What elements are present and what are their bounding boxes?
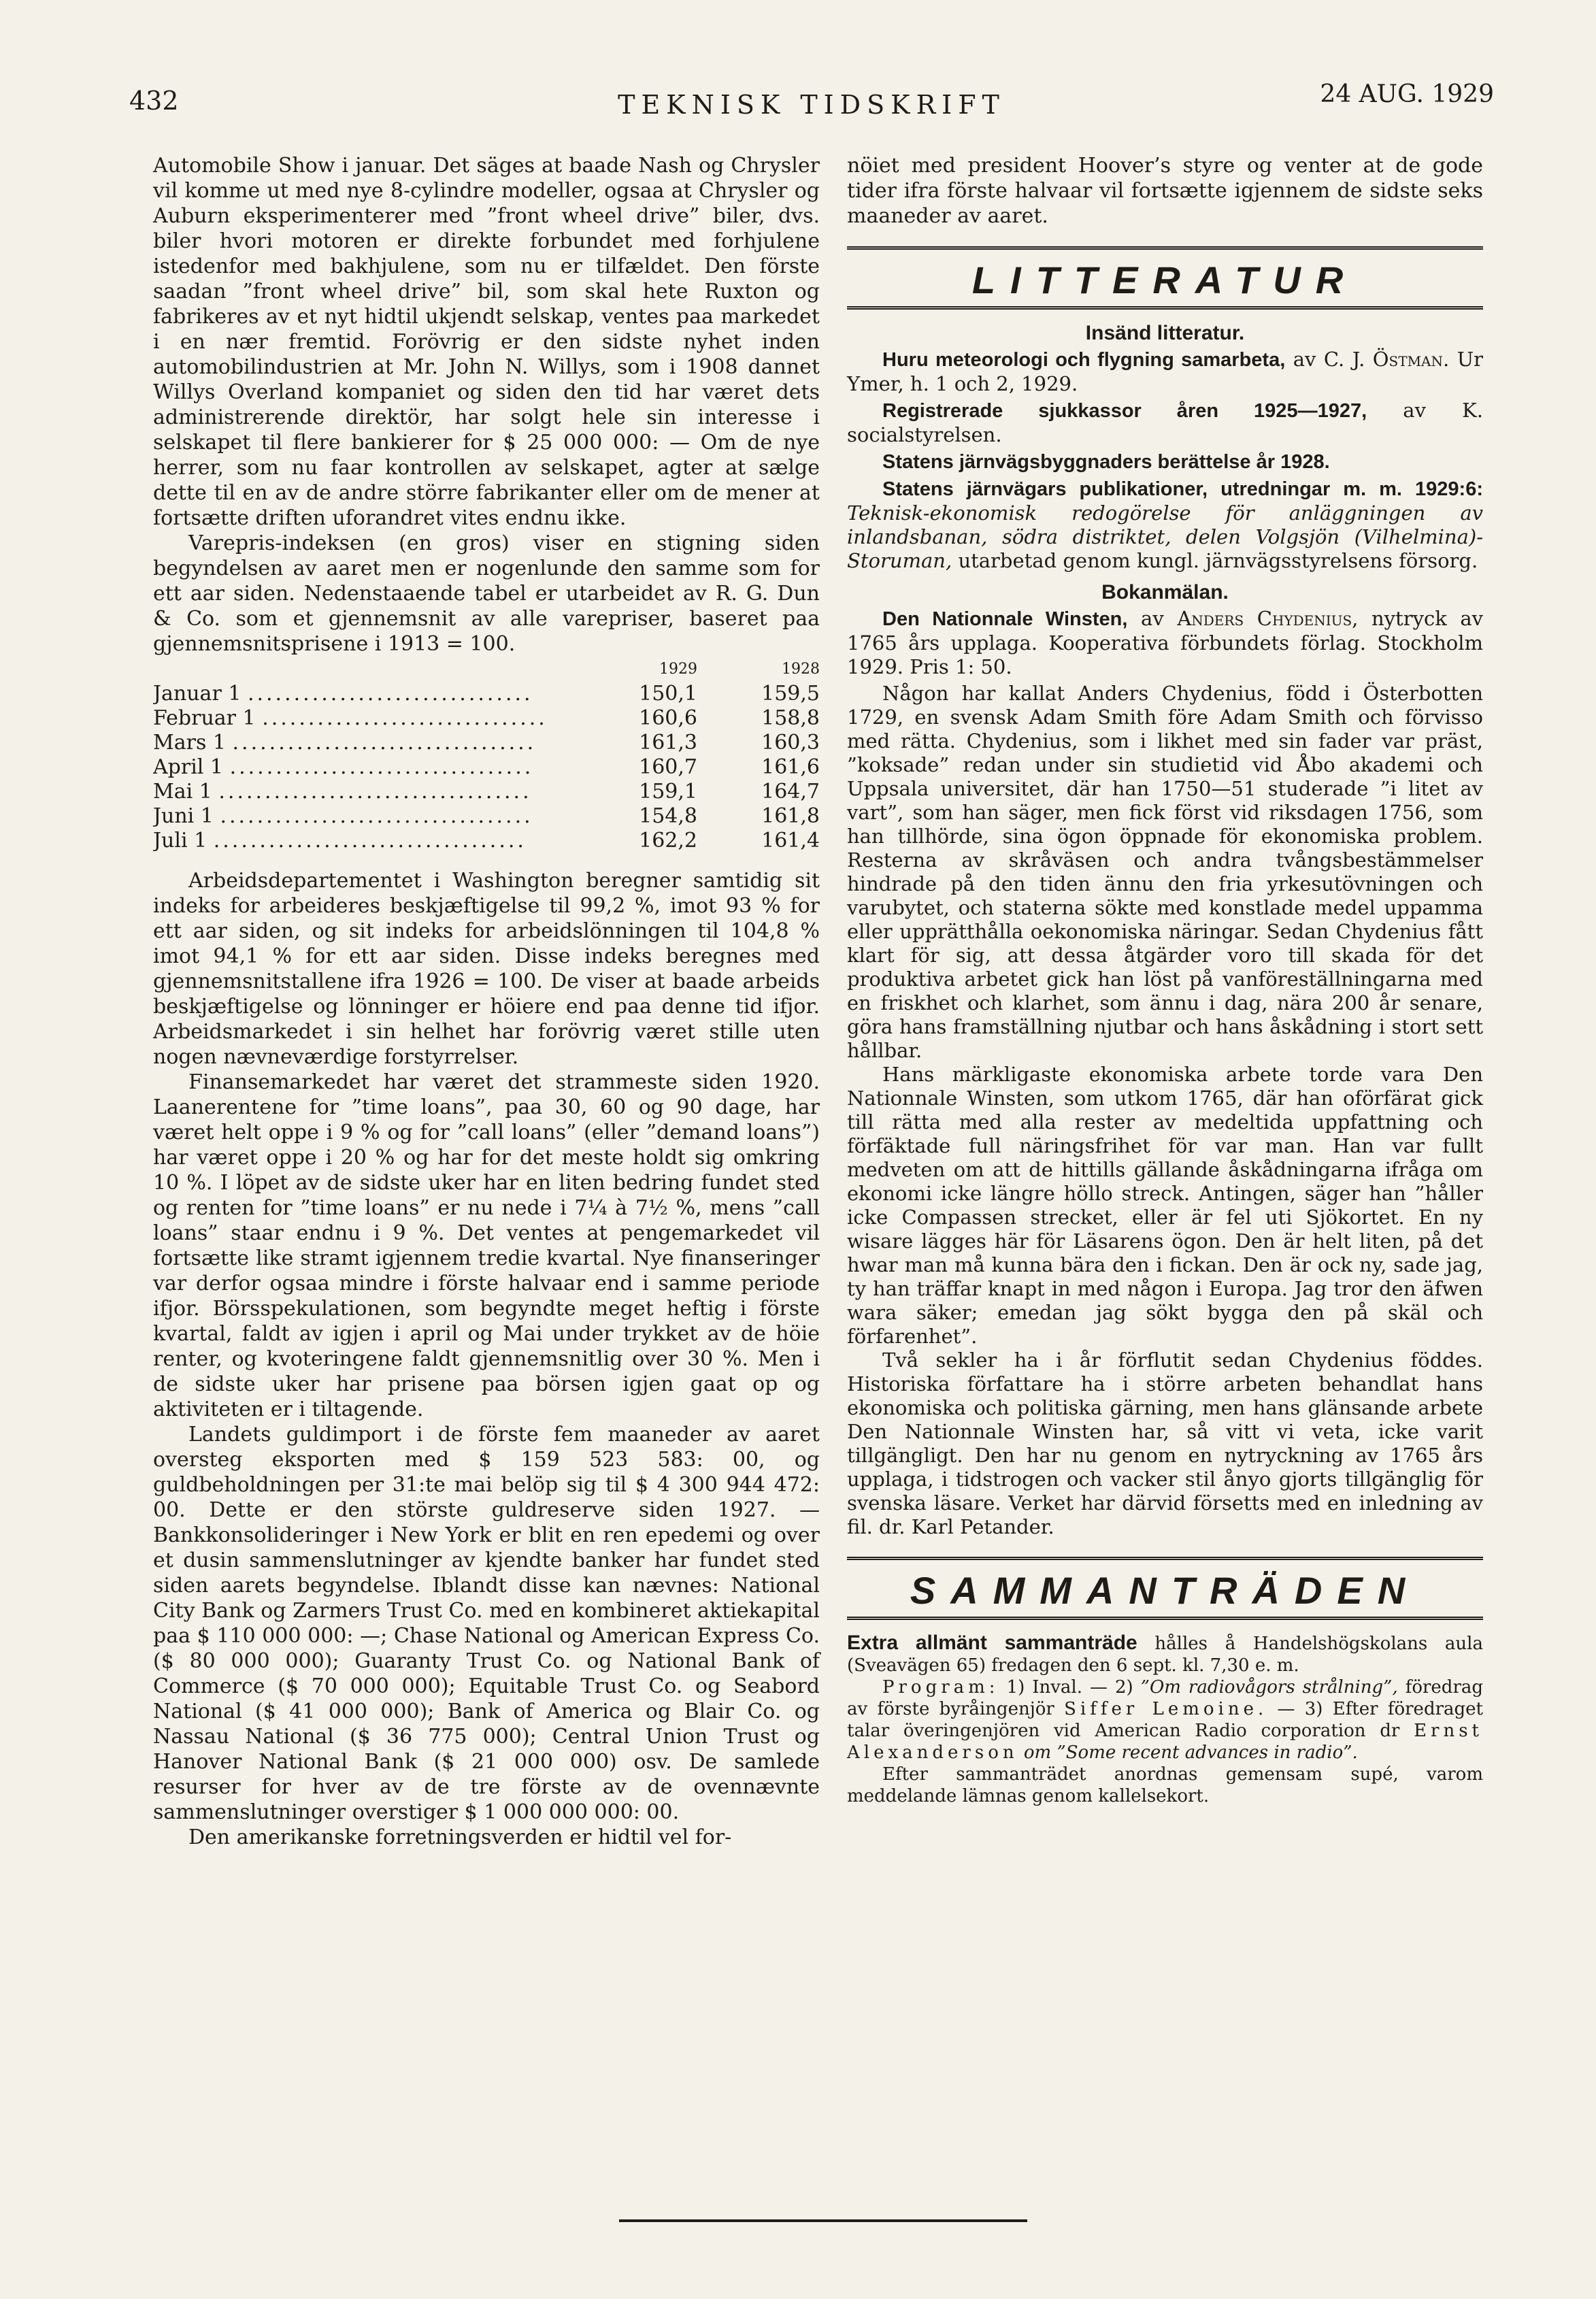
meeting-notice: [847, 1632, 1483, 1807]
program-talk-title: ”Om radiovågors strålning”,: [1140, 1677, 1398, 1698]
program-speaker: Siffer Lemoine.: [1064, 1699, 1268, 1719]
table-row: Mars 1 ................................. 161,3 160,3: [153, 731, 820, 755]
price-index-table: [153, 661, 820, 853]
column-header-1928: 1928: [782, 661, 820, 678]
review-paragraph: Någon har kallat Anders Chydenius, född i Österbotten 1729, en svensk Adam Smith före Adam Smith och förvisso med rätta. Chydenius, som i likhet med sin fader var präst, ”koksade” redan under sin studietid vid Åbo akademi och Uppsala universitet, där han 1750—51 studerade ”i litet av vart”, som han säger, men fick först vid riksdagen 1756, som han tillhörde, sina ögon öppnade för ekonomiska problem. Resterna av skråväsen och andra tvångsbestämmelser hindrade på den tiden ännu den fria yrkesutövningen och varubytet, och staterna sökte med konstlade medel uppamma eller upprätthålla oekonomiska näringar. Sedan Chydenius fått klart för sig, att dessa åtgärder voro till skada för det produktiva arbetet gick han löst på vanföreställningarna med en friskhet och klarhet, som ännu i dag, nära 200 år senare, göra hans framställning njutbar och hans åskådning i stort sett hållbar.: [847, 682, 1483, 1062]
literature-entry: [847, 399, 1483, 447]
table-row: Juni 1 .................................. 154,8 161,8: [153, 804, 820, 828]
program-text: — 3) Efter föredraget talar överingenjören vid American Radio corporation dr: [847, 1699, 1483, 1741]
program-text: föredrag av förste byråingenjör: [847, 1677, 1484, 1719]
month-cell: Mars 1: [153, 731, 226, 755]
meeting-intro: hålles å Handelshögskolans aula (Sveavägen 65) fredagen den 6 sept. kl. 7,30 e. m.: [847, 1634, 1483, 1676]
entry-author: Östman.: [1372, 348, 1450, 371]
issue-date: 24 AUG. 1929: [1320, 80, 1494, 108]
article-continuation: nöiet med president Hoover’s styre og venter at de gode tider ifra förste halvaar vil fortsætte igjennem de sidste seks maaneder av aaret.: [847, 154, 1483, 228]
meeting-program: [847, 1676, 1483, 1764]
month-cell: Juni 1: [153, 804, 214, 828]
litteratur-heading: LITTERATUR: [971, 259, 1359, 301]
entry-title: Statens järnvägsbyggnaders berättelse år 1928.: [882, 451, 1330, 473]
column-header-1929: 1929: [659, 661, 697, 678]
review-paragraph: Två sekler ha i år förflutit sedan Chydenius föddes. Historiska författare ha i större arbeten behandlat hans ekonomiska och politiska gärning, men hans glänsande arbete Den Nationnale Winsten har, så vitt vi veta, icke varit tillgängligt. Den har nu genom en nytryckning av 1765 års upplaga, i tidstrogen och vacker stil ånyo gjorts tillgänglig för svenska läsare. Verket har därvid försetts med en inledning av fil. dr. Karl Petander.: [847, 1349, 1483, 1538]
article-paragraph: Den amerikanske forretningsverden er hidtil vel for-: [188, 1825, 732, 1849]
entry-source: Ur Ymer, h. 1 och 2, 1929.: [847, 348, 1484, 395]
litteratur-section: [847, 322, 1483, 1539]
value-cell: 161,6: [761, 755, 820, 779]
article-paragraph: Landets guldimport i de förste fem maaneder av aaret oversteg eksporten med $ 159 523 583: 00, og guldbeholdningen per 31:te mai belöp sig til $ 4 300 944 472: 00. Dette er den störste guldreserve siden 1927. — Bankkonsolideringer i New York er blit en ren epedemi og over et dusin sammenslutninger av kjendte banker har fundet sted siden aarets begyndelse. Iblandt disse kan nævnes: National City Bank og Zarmers Trust Co. med en kombineret aktiekapital paa $ 110 000 000: —; Chase National og American Express Co. ($ 80 000 000); Guaranty Trust Co. og National Bank of Commerce ($ 70 000 000); Equitable Trust Co. og Seabord National ($ 41 000 000); Bank of America og Blair Co. og Nassau National ($ 36 775 000); Central Union Trust og Hanover National Bank ($ 21 000 000) osv. De samlede resurser for hver av de tre förste av de ovennævnte sammenslutninger overstiger $ 1 000 000 000: 00.: [153, 1423, 820, 1824]
article-paragraph: Varepris-indeksen (en gros) viser en stigning siden begyndelsen av aaret men er nogenlunde den samme som for ett aar siden. Nedenstaaende tabel er utarbeidet av R. G. Dun & Co. som et gjennemsnit av alle varepriser, baseret paa gjennemsnitsprisene i 1913 = 100.: [153, 531, 820, 656]
literature-entry: [847, 348, 1483, 396]
month-cell: April 1: [153, 755, 224, 779]
book-entry: [847, 607, 1483, 679]
value-cell: 150,1: [639, 682, 697, 706]
entry-author-prefix: av C. J.: [1293, 348, 1365, 371]
meeting-title: Extra allmänt sammanträde: [847, 1632, 1137, 1654]
entry-italic-title: Teknisk-ekonomisk redogörelse för anläggningen av inlandsbanan, södra distriktet, delen Volgsjön (Vilhelmina)-Storuman,: [847, 501, 1483, 572]
book-details: nytryck av 1765 års upplaga. Kooperativa förbundets förlag. Stockholm 1929. Pris 1: 50.: [847, 607, 1484, 678]
value-cell: 160,6: [639, 706, 697, 730]
month-cell: Februar 1: [153, 706, 256, 730]
table-row: Februar 1 ............................... 160,6 158,8: [153, 706, 820, 730]
bokanmalan-heading: Bokanmälan.: [1101, 581, 1229, 603]
literature-entry: [847, 450, 1483, 474]
program-talk-title: ”Some recent advances in radio”.: [1057, 1742, 1358, 1763]
insand-heading: Insänd litteratur.: [1085, 322, 1245, 344]
entry-rest: utarbetad genom kungl. järnvägsstyrelsens försorg.: [958, 549, 1478, 572]
sammantraden-heading: SAMMANTRÄDEN: [910, 1569, 1420, 1612]
left-column: [153, 153, 820, 1850]
article-paragraph: Finansemarkedet har været det strammeste siden 1920. Laanerentene for ”time loans”, paa 30, 60 og 90 dage, har været helt oppe i 9 % og for ”call loans” (eller ”demand loans”) har været oppe i 20 % og har for det meste holdt sig omkring 10 %. I löpet av de sidste uker har en liten bedring fundet sted og renten for ”time loans” er nu nede i 7¼ à 7½ %, mens ”call loans” staar endnu i 9 %. Det ventes at pengemarkedet vil fortsætte like stramt igjennem tredie kvartal. Nye finanseringer var derfor ogsaa mindre i förste halvaar end i samme periode ifjor. Börsspekulationen, som begyndte meget heftig i förste kvartal, faldt av igjen i april og Mai under trykket av de höie renter, og kvoteringene faldt gjennemsnitlig over 30 %. Men i de sidste uker har prisene paa börsen igjen gaat op og aktiviteten er i tiltagende.: [153, 1070, 820, 1421]
table-row: April 1 ................................. 160,7 161,6: [153, 755, 820, 779]
book-title: Den Nationnale Winsten,: [882, 608, 1128, 630]
program-text: om: [1023, 1742, 1052, 1763]
value-cell: 161,4: [761, 829, 820, 853]
footer-rule: [619, 2219, 1027, 2222]
value-cell: 159,1: [639, 780, 697, 804]
value-cell: 161,3: [639, 731, 697, 755]
article-paragraph: Arbeidsdepartementet i Washington beregner samtidig sit indeks for arbeideres beskjæftigelse til 99,2 %, imot 93 % for ett aar siden, og sit indeks for arbeidslönningen til 104,8 % imot 94,1 % for ett aar siden. Disse indeks beregnes med gjennemsnitstallene ifra 1926 = 100. De viser at baade arbeids beskjæftigelse og lönninger er höiere end paa denne tid ifjor. Arbeidsmarkedet i sin helhet har forövrig været stille uten nogen nævneværdige forstyrrelser.: [153, 869, 820, 1069]
litteratur-banner: [847, 246, 1483, 310]
program-label: Program:: [882, 1677, 999, 1698]
program-text: 1) Inval. — 2): [1006, 1677, 1133, 1698]
value-cell: 159,5: [761, 682, 820, 706]
review-paragraph: Hans märkligaste ekonomiska arbete torde vara Den Nationnale Winsten, som utkom 1765, där han oförfärat gick till rätta med alla rester av medeltida uppfattning och förfäktade full näringsfrihet för var man. Han var fullt medveten om att de hittills gällande åskådningarna ifråga om ekonomi icke längre höllo streck. Antingen, säger han ”håller icke Compassen strecket, eller är fel uti Sjökortet. En ny wisare lägges här för Läsarens ögon. Den är helt liten, på det hwar man må kunna bära den i fickan. Den är ock ny, sade jag, ty han träffar knapt in med någon i Europa. Jag tror den äfwen wara säker; emedan jag sökt bygga den på skäl och förfarenhet”.: [847, 1063, 1483, 1348]
entry-rest: av K. socialstyrelsen.: [847, 399, 1483, 446]
value-cell: 160,7: [639, 755, 697, 779]
book-author-prefix: av: [1141, 607, 1164, 630]
table-row: Mai 1 .................................. 159,1 164,7: [153, 780, 820, 804]
sammantraden-banner: [847, 1557, 1483, 1620]
table-row: Januar 1 ............................... 150,1 159,5: [153, 682, 820, 706]
entry-title: Registrerade sjukkassor åren 1925—1927,: [882, 400, 1367, 422]
meeting-announcement: [847, 1632, 1483, 1676]
value-cell: 154,8: [639, 804, 697, 828]
table-row: Juli 1 .................................. 162,2 161,4: [153, 829, 820, 853]
month-cell: Januar 1: [153, 682, 242, 706]
month-cell: Mai 1: [153, 780, 212, 804]
journal-title: TEKNISK TIDSKRIFT: [618, 90, 1005, 120]
value-cell: 162,2: [639, 829, 697, 853]
meeting-note: Efter sammanträdet anordnas gemensam supé, varom meddelande lämnas genom kallelsekort.: [847, 1764, 1483, 1806]
value-cell: 158,8: [761, 706, 820, 730]
page-header: [129, 80, 1494, 140]
program-speaker: Ernst Alexanderson: [847, 1721, 1484, 1763]
value-cell: 164,7: [761, 780, 820, 804]
table-header-row: [153, 661, 820, 682]
month-cell: Juli 1: [153, 829, 207, 853]
article-paragraph: Automobile Show i januar. Det säges at baade Nash og Chrysler vil komme ut med nye 8-cylindre modeller, ogsaa at Chrysler og Auburn eksperimenterer med ”front wheel drive” biler, dvs. biler hvori motoren er direkte forbundet med forhjulene istedenfor med bakhjulene, som nu er tilfældet. Den förste saadan ”front wheel drive” bil, som skal hete Ruxton og fabrikeres av et nyt hidtil ukjendt selskap, ventes paa markedet i en nær fremtid. Forövrig er den sidste nyhet inden automobilindustrien at Mr. John N. Willys, som i 1908 dannet Willys Overland kompaniet og siden den tid har været dets administrerende direktör, har solgt hele sin interesse i selskapet til flere bankierer for $ 25 000 000: — Om de nye herrer, som nu faar kontrollen av selskapet, agter at sælge dette til en av de andre större fabrikanter eller om de mener at fortsætte driften uforandret vites endnu ikke.: [153, 154, 820, 530]
literature-entry: [847, 477, 1483, 573]
value-cell: 160,3: [761, 731, 820, 755]
right-column: [847, 153, 1483, 1807]
entry-title: Huru meteorologi och flygning samarbeta,: [882, 349, 1286, 371]
entry-title: Statens järnvägars publikationer, utredningar m. m. 1929:6:: [882, 478, 1483, 500]
value-cell: 161,8: [761, 804, 820, 828]
book-author: Anders Chydenius,: [1177, 607, 1359, 630]
page-number: 432: [129, 86, 179, 116]
